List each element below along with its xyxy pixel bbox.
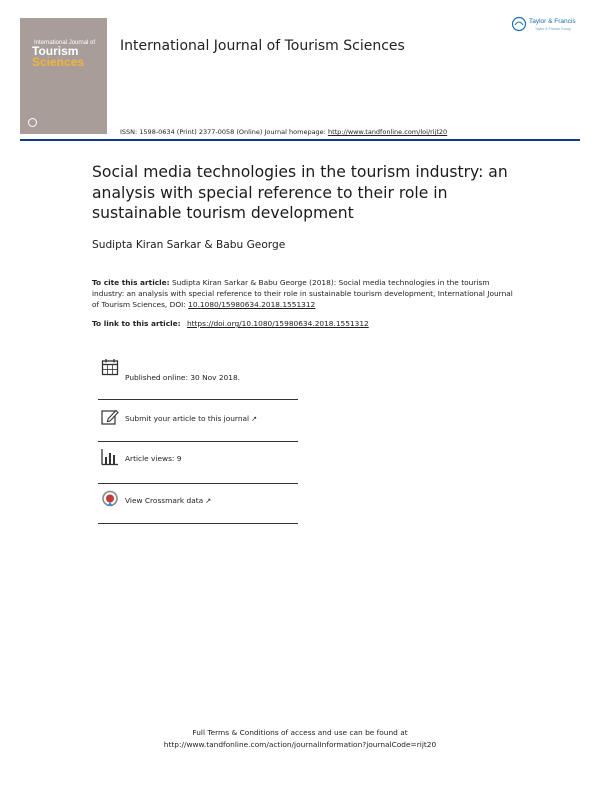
- published-date-text: Published online: 30 Nov 2018.: [125, 373, 240, 382]
- cite-label: To cite this article:: [92, 278, 170, 287]
- submit-article-row[interactable]: [98, 400, 298, 442]
- article-authors: Sudipta Kiran Sarkar & Babu George: [92, 239, 286, 251]
- cover-small-text: International Journal of: [34, 40, 96, 46]
- calendar-icon: [101, 358, 119, 376]
- crossmark-icon: [101, 490, 119, 508]
- publisher-logo-icon: [511, 16, 527, 32]
- issn-text: ISSN: 1598-0634 (Print) 2377-0058 (Online) Journal homepage:: [120, 128, 326, 136]
- publisher-logo-text: Taylor & Francis: [529, 18, 576, 25]
- cite-block: [92, 277, 522, 310]
- journal-title: International Journal of Tourism Sciences: [120, 38, 405, 54]
- footer-terms-text: Full Terms & Conditions of access and use can be found at: [192, 728, 408, 737]
- publisher-logo-subtext: Taylor & Francis Group: [535, 27, 571, 31]
- submit-article-text: Submit your article to this journal: [125, 414, 250, 423]
- publisher-logo: [511, 16, 583, 36]
- footer-terms: [0, 727, 600, 751]
- link-label: To link to this article:: [92, 319, 181, 328]
- cover-title-line2: Sciences: [32, 55, 85, 69]
- article-views-row: [98, 442, 298, 484]
- crossmark-row[interactable]: [98, 482, 298, 524]
- published-row: [98, 358, 298, 400]
- crossmark-link[interactable]: [125, 496, 211, 505]
- article-title: Social media technologies in the tourism industry: an analysis with special reference to their role in sustainable tourism development: [92, 163, 508, 222]
- edit-icon: [101, 408, 119, 426]
- footer-terms-link[interactable]: http://www.tandfonline.com/action/journalInformation?journalCode=rijt20: [163, 740, 437, 749]
- cover-title: [32, 46, 84, 68]
- cover-emblem-icon: [28, 118, 37, 127]
- article-link-line: [92, 319, 369, 328]
- external-link-icon: ↗: [251, 415, 257, 423]
- doi-link[interactable]: 10.1080/15980634.2018.1551312: [188, 300, 316, 309]
- external-link-icon: ↗: [205, 497, 212, 505]
- cover-title-line1: Tourism: [32, 44, 79, 58]
- journal-homepage-link[interactable]: http://www.tandfonline.com/loi/rijt20: [327, 128, 448, 136]
- bar-chart-icon: [101, 448, 119, 466]
- crossmark-text: View Crossmark data: [125, 496, 204, 505]
- journal-cover-thumbnail: [20, 18, 107, 134]
- issn-line: [120, 128, 447, 136]
- header-divider: [20, 139, 580, 141]
- row-divider: [98, 523, 298, 524]
- article-views-text: Article views: 9: [125, 454, 182, 463]
- cite-text: Sudipta Kiran Sarkar & Babu George (2018): Social media technologies in the tourism industry: an analysis with special reference to their role in sustainable tourism development, International Journal of Tourism Sciences, DOI:: [92, 278, 513, 309]
- article-url-link[interactable]: https://doi.org/10.1080/15980634.2018.1551312: [186, 319, 369, 328]
- submit-article-link[interactable]: [125, 414, 257, 423]
